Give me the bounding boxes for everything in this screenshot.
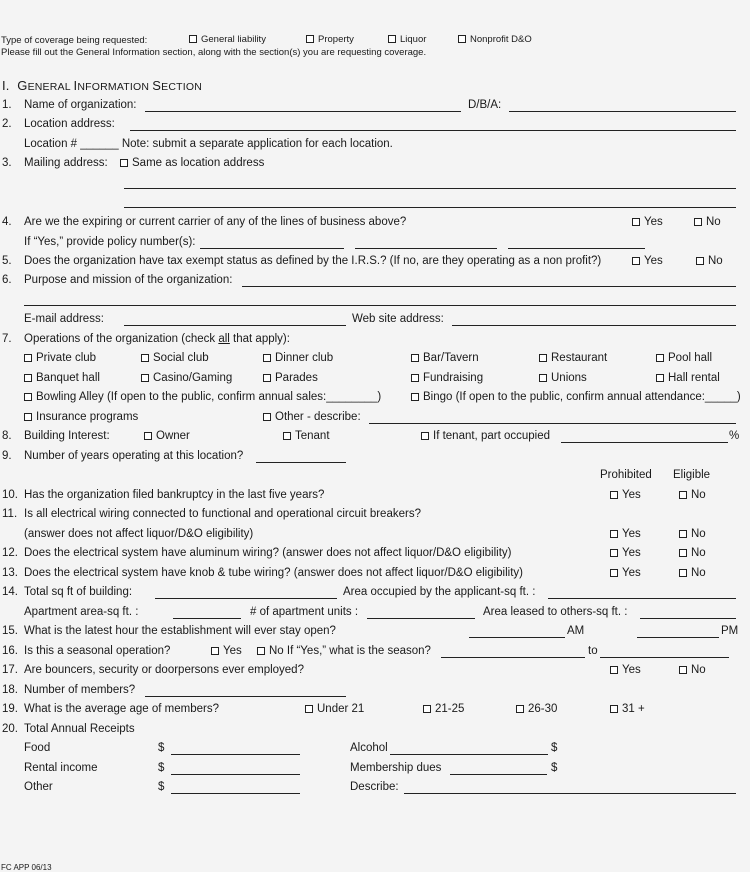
q-number: 15. — [2, 625, 18, 637]
members-field[interactable] — [145, 696, 346, 697]
policy-number-2[interactable] — [355, 248, 497, 249]
q-number: 19. — [2, 703, 18, 715]
q18-label: Number of members? — [24, 684, 136, 696]
instruction-text: Please fill out the General Information section, along with the section(s) you are requesting coverage. — [1, 47, 427, 58]
t: G — [17, 78, 28, 93]
op-social-club[interactable] — [141, 352, 209, 364]
label: 31 + — [622, 703, 645, 715]
label: Yes — [622, 567, 641, 579]
checkbox[interactable] — [263, 413, 271, 421]
label: Yes — [622, 664, 641, 676]
label: Same as location address — [132, 157, 265, 169]
checkbox[interactable] — [411, 374, 419, 382]
checkbox[interactable] — [539, 374, 547, 382]
q-number: 8. — [2, 430, 12, 442]
label: Other - describe: — [275, 411, 361, 423]
checkbox[interactable] — [679, 569, 687, 577]
q-number: 17. — [2, 664, 18, 676]
leased-sqft-field[interactable] — [640, 618, 736, 619]
op-dinner-club[interactable] — [263, 352, 333, 364]
t: I — [73, 78, 78, 93]
checkbox[interactable] — [24, 374, 32, 382]
t: ENERAL — [27, 81, 74, 93]
checkbox[interactable] — [656, 374, 664, 382]
label: Tenant — [295, 430, 330, 442]
q10-yes[interactable] — [610, 489, 641, 501]
checkbox[interactable] — [516, 705, 524, 713]
checkbox[interactable] — [423, 705, 431, 713]
label: Yes — [644, 255, 663, 267]
label: No — [691, 528, 706, 540]
option-label: General liability — [201, 34, 266, 45]
checkbox[interactable] — [458, 35, 466, 43]
q-number: 14. — [2, 586, 18, 598]
checkbox[interactable] — [263, 374, 271, 382]
label: Bingo (If open to the public, confirm annual attendance:_____) — [423, 391, 741, 403]
checkbox[interactable] — [539, 354, 547, 362]
q-number: 11. — [2, 508, 18, 520]
q-number: 9. — [2, 450, 12, 462]
q4-yes[interactable] — [632, 216, 663, 228]
q16-yes[interactable] — [211, 645, 242, 657]
dollar-sign: $ — [158, 742, 165, 754]
purpose-field-2[interactable] — [24, 305, 736, 306]
label: No — [691, 567, 706, 579]
label: Banquet hall — [36, 372, 100, 384]
q-number: 5. — [2, 255, 12, 267]
q13-yes[interactable] — [610, 567, 641, 579]
op-bar-tavern[interactable] — [411, 352, 479, 364]
label: No — [691, 489, 706, 501]
membership-dues-label: Membership dues — [350, 762, 442, 774]
q2-label: Location address: — [24, 118, 115, 130]
roman: I. — [2, 78, 10, 93]
checkbox[interactable] — [388, 35, 396, 43]
to-label: to — [588, 645, 598, 657]
q-number: 10. — [2, 489, 18, 501]
op-bowling-alley[interactable] — [24, 391, 381, 403]
dollar-sign: $ — [158, 762, 165, 774]
alcohol-label: Alcohol — [350, 742, 388, 754]
q-number: 4. — [2, 216, 12, 228]
checkbox[interactable] — [120, 159, 128, 167]
q14b-label: Area occupied by the applicant-sq ft. : — [343, 586, 536, 598]
q-number: 16. — [2, 645, 18, 657]
checkbox[interactable] — [610, 666, 618, 674]
checkbox[interactable] — [144, 432, 152, 440]
web-label: Web site address: — [352, 313, 444, 325]
option-label: Property — [318, 34, 354, 45]
checkbox[interactable] — [610, 491, 618, 499]
label: Restaurant — [551, 352, 608, 364]
checkbox[interactable] — [257, 647, 265, 655]
prohibited-header: Prohibited — [600, 469, 652, 481]
t: NFORMATION — [77, 81, 153, 93]
q13-label: Does the electrical system have knob & tube wiring? (answer does not affect liquor/D&O eligibility) — [24, 567, 523, 579]
q-number: 20. — [2, 723, 18, 735]
q16-no[interactable] — [257, 645, 431, 657]
q17-no[interactable] — [679, 664, 706, 676]
q4b-label: If “Yes,” provide policy number(s): — [24, 236, 196, 248]
label: No — [708, 255, 723, 267]
rental-income-field[interactable] — [171, 774, 300, 775]
q4-no[interactable] — [694, 216, 721, 228]
checkbox[interactable] — [610, 705, 618, 713]
form-code: FC APP 06/13 — [1, 863, 52, 872]
label: Under 21 — [317, 703, 365, 715]
email-field[interactable] — [124, 325, 346, 326]
t: S — [152, 78, 162, 93]
building-tenant[interactable] — [283, 430, 330, 442]
checkbox[interactable] — [189, 35, 197, 43]
label: 21-25 — [435, 703, 465, 715]
label: No — [691, 547, 706, 559]
option-general-liability[interactable] — [189, 34, 266, 45]
op-insurance-programs[interactable] — [24, 411, 138, 423]
q-number: 7. — [2, 333, 12, 345]
q19-label: What is the average age of members? — [24, 703, 219, 715]
label: Yes — [223, 645, 242, 657]
op-unions[interactable] — [539, 372, 587, 384]
org-name-field[interactable] — [145, 111, 461, 112]
op-pool-hall[interactable] — [656, 352, 712, 364]
q12-no[interactable] — [679, 547, 706, 559]
mailing-address-line-2[interactable] — [124, 207, 736, 208]
section-title — [2, 78, 202, 93]
latest-hour-am-field[interactable] — [469, 637, 565, 638]
q-number: 1. — [2, 99, 12, 111]
checkbox[interactable] — [306, 35, 314, 43]
label: Insurance programs — [36, 411, 139, 423]
q8-label: Building Interest: — [24, 430, 110, 442]
op-private-club[interactable] — [24, 352, 96, 364]
mailing-address-line-1[interactable] — [124, 188, 736, 189]
tenant-part-occupied[interactable] — [421, 430, 550, 442]
checkbox[interactable] — [263, 354, 271, 362]
q16-label: Is this a seasonal operation? — [24, 645, 171, 657]
label: Social club — [153, 352, 209, 364]
apt-units-field[interactable] — [367, 618, 475, 619]
q1-label: Name of organization: — [24, 99, 137, 111]
checkbox[interactable] — [411, 393, 419, 401]
checkbox[interactable] — [632, 257, 640, 265]
dollar-sign: $ — [551, 742, 558, 754]
food-field[interactable] — [171, 754, 300, 755]
label: Yes — [622, 489, 641, 501]
policy-number-1[interactable] — [200, 248, 344, 249]
checkbox[interactable] — [421, 432, 429, 440]
label: Dinner club — [275, 352, 334, 364]
t: ECTION — [161, 81, 202, 93]
label: Yes — [622, 528, 641, 540]
q5-label: Does the organization have tax exempt status as defined by the I.R.S.? (If no, are they operating as a non profit?) — [24, 255, 602, 267]
website-field[interactable] — [452, 325, 736, 326]
food-label: Food — [24, 742, 51, 754]
option-label: Nonprofit D&O — [470, 34, 532, 45]
age-21-25[interactable] — [423, 703, 464, 715]
alcohol-field[interactable] — [390, 754, 548, 755]
apt-units-label: # of apartment units : — [250, 606, 359, 618]
q-number: 13. — [2, 567, 18, 579]
option-liquor[interactable] — [388, 34, 426, 45]
q11-label: Is all electrical wiring connected to functional and operational circuit breakers? — [24, 508, 421, 520]
eligible-header: Eligible — [673, 469, 711, 481]
occupied-sqft-field[interactable] — [548, 598, 736, 599]
checkbox[interactable] — [411, 354, 419, 362]
checkbox[interactable] — [24, 393, 32, 401]
label: Casino/Gaming — [153, 372, 233, 384]
label: If tenant, part occupied — [433, 430, 550, 442]
latest-hour-pm-field[interactable] — [637, 637, 719, 638]
other-receipts-field[interactable] — [171, 793, 300, 794]
label: Fundraising — [423, 372, 484, 384]
checkbox[interactable] — [24, 413, 32, 421]
percent-sign: % — [729, 430, 740, 442]
purpose-field-1[interactable] — [242, 286, 736, 287]
q7-label — [24, 333, 290, 345]
policy-number-3[interactable] — [508, 248, 645, 249]
location-note: Location # ______ Note: submit a separate application for each location. — [24, 138, 393, 150]
pm-label: PM — [721, 625, 739, 637]
q12-label: Does the electrical system have aluminum wiring? (answer does not affect liquor/D&O eligibility) — [24, 547, 512, 559]
other-receipts-label: Other — [24, 781, 53, 793]
label: Hall rental — [668, 372, 720, 384]
membership-dues-field[interactable] — [450, 774, 547, 775]
location-address-field[interactable] — [130, 130, 736, 131]
q14-label: Total sq ft of building: — [24, 586, 133, 598]
q-number: 3. — [2, 157, 12, 169]
op-hall-rental[interactable] — [656, 372, 720, 384]
part-occupied-field[interactable] — [561, 442, 728, 443]
label: Yes — [622, 547, 641, 559]
other-describe-field[interactable] — [369, 423, 736, 424]
label: Pool hall — [668, 352, 713, 364]
apt-area-label: Apartment area-sq ft. : — [24, 606, 139, 618]
total-sqft-field[interactable] — [155, 598, 337, 599]
checkbox[interactable] — [610, 549, 618, 557]
building-owner[interactable] — [144, 430, 190, 442]
checkbox[interactable] — [696, 257, 704, 265]
checkbox[interactable] — [610, 569, 618, 577]
checkbox[interactable] — [694, 218, 702, 226]
checkbox[interactable] — [679, 491, 687, 499]
checkbox[interactable] — [283, 432, 291, 440]
q15-label: What is the latest hour the establishment will ever stay open? — [24, 625, 336, 637]
am-label: AM — [567, 625, 585, 637]
season-start-field[interactable] — [441, 657, 585, 658]
q3-label: Mailing address: — [24, 157, 108, 169]
coverage-prompt: Type of coverage being requested: — [1, 35, 148, 46]
op-casino-gaming[interactable] — [141, 372, 232, 384]
t: that apply): — [229, 333, 290, 345]
checkbox[interactable] — [211, 647, 219, 655]
checkbox[interactable] — [610, 530, 618, 538]
age-under-21[interactable] — [305, 703, 364, 715]
checkbox[interactable] — [141, 374, 149, 382]
q-number: 6. — [2, 274, 12, 286]
checkbox[interactable] — [632, 218, 640, 226]
q12-yes[interactable] — [610, 547, 641, 559]
label: Owner — [156, 430, 190, 442]
dollar-sign: $ — [551, 762, 558, 774]
op-banquet-hall[interactable] — [24, 372, 100, 384]
checkbox[interactable] — [679, 549, 687, 557]
checkbox[interactable] — [656, 354, 664, 362]
label: Bowling Alley (If open to the public, confirm annual sales:________) — [36, 391, 382, 403]
q4-label: Are we the expiring or current carrier of any of the lines of business above? — [24, 216, 407, 228]
option-property[interactable] — [306, 34, 354, 45]
apt-area-field[interactable] — [173, 618, 241, 619]
q10-no[interactable] — [679, 489, 706, 501]
q13-no[interactable] — [679, 567, 706, 579]
q-number: 18. — [2, 684, 18, 696]
label: Parades — [275, 372, 318, 384]
dba-field[interactable] — [509, 111, 736, 112]
q11-yes[interactable] — [610, 528, 641, 540]
q6-label: Purpose and mission of the organization: — [24, 274, 233, 286]
same-as-location[interactable] — [120, 157, 264, 169]
checkbox[interactable] — [305, 705, 313, 713]
q11-no[interactable] — [679, 528, 706, 540]
q17-yes[interactable] — [610, 664, 641, 676]
checkbox[interactable] — [141, 354, 149, 362]
describe-label: Describe: — [350, 781, 399, 793]
season-end-field[interactable] — [600, 657, 729, 658]
checkbox[interactable] — [24, 354, 32, 362]
label: Bar/Tavern — [423, 352, 479, 364]
op-restaurant[interactable] — [539, 352, 607, 364]
age-31-plus[interactable] — [610, 703, 645, 715]
rental-income-label: Rental income — [24, 762, 98, 774]
op-other[interactable] — [263, 411, 361, 423]
q5-no[interactable] — [696, 255, 723, 267]
option-nonprofit-do[interactable] — [458, 34, 532, 45]
label: Unions — [551, 372, 587, 384]
label: No If “Yes,” what is the season? — [269, 645, 431, 657]
checkbox[interactable] — [679, 530, 687, 538]
q-number: 12. — [2, 547, 18, 559]
age-26-30[interactable] — [516, 703, 557, 715]
op-fundraising[interactable] — [411, 372, 483, 384]
describe-field[interactable] — [404, 793, 736, 794]
q20-label: Total Annual Receipts — [24, 723, 135, 735]
option-label: Liquor — [400, 34, 427, 45]
dollar-sign: $ — [158, 781, 165, 793]
email-label: E-mail address: — [24, 313, 104, 325]
op-parades[interactable] — [263, 372, 318, 384]
checkbox[interactable] — [679, 666, 687, 674]
label: Private club — [36, 352, 97, 364]
t: all — [218, 333, 230, 345]
t: Operations of the organization (check — [24, 333, 219, 345]
q-number: 2. — [2, 118, 12, 130]
q10-label: Has the organization filed bankruptcy in the last five years? — [24, 489, 325, 501]
label: No — [691, 664, 706, 676]
q17-label: Are bouncers, security or doorpersons ever employed? — [24, 664, 304, 676]
years-operating-field[interactable] — [256, 462, 346, 463]
op-bingo[interactable] — [411, 391, 741, 403]
q5-yes[interactable] — [632, 255, 663, 267]
label: No — [706, 216, 721, 228]
label: Yes — [644, 216, 663, 228]
dba-label: D/B/A: — [468, 99, 502, 111]
q11b-label: (answer does not affect liquor/D&O eligibility) — [24, 528, 254, 540]
leased-label: Area leased to others-sq ft. : — [483, 606, 628, 618]
q9-label: Number of years operating at this location? — [24, 450, 244, 462]
label: 26-30 — [528, 703, 558, 715]
